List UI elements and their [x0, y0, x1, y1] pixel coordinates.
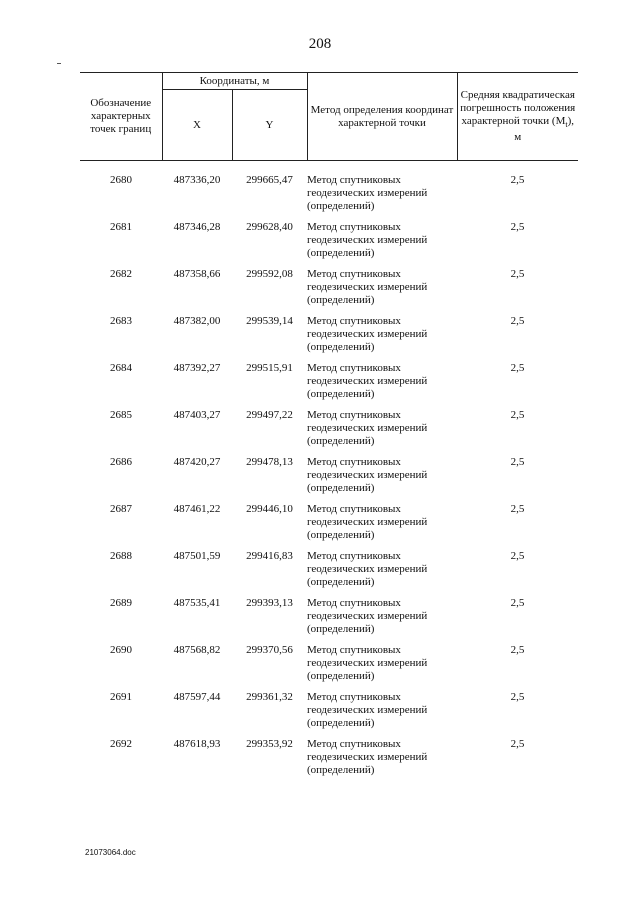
y-coordinate-cell: 299592,08 [246, 268, 293, 280]
accuracy-cell: 2,5 [510, 597, 525, 609]
point-id-cell: 2681 [110, 221, 132, 233]
y-coordinate-cell: 299370,56 [246, 644, 293, 656]
accuracy-cell: 2,5 [510, 691, 525, 703]
table-row [80, 456, 578, 503]
point-id-cell: 2686 [110, 456, 132, 468]
accuracy-cell: 2,5 [510, 550, 525, 562]
x-coordinate-cell: 487358,66 [173, 268, 221, 280]
table-spacer [80, 161, 578, 175]
table-row [80, 409, 578, 456]
method-cell: Метод спутниковых геодезических измерений (определений) [307, 362, 428, 400]
margin-mark [57, 63, 61, 64]
header-accuracy-unit: ), м [514, 114, 575, 144]
method-cell: Метод спутниковых геодезических измерений (определений) [307, 409, 428, 447]
method-cell: Метод спутниковых геодезических измерений (определений) [307, 456, 428, 494]
table-body [80, 161, 578, 786]
point-id-cell: 2692 [110, 738, 132, 750]
header-method: Метод определения координат характерной точки [307, 73, 457, 161]
table-header [80, 73, 578, 161]
table-row [80, 315, 578, 362]
y-coordinate-cell: 299628,40 [246, 221, 293, 233]
header-y: Y [232, 90, 307, 161]
header-accuracy-subscript: t [565, 120, 568, 130]
point-id-cell: 2685 [110, 409, 132, 421]
x-coordinate-cell: 487392,27 [173, 362, 221, 374]
table-row [80, 597, 578, 644]
page-number: 208 [308, 36, 332, 52]
x-coordinate-cell: 487535,41 [173, 597, 221, 609]
accuracy-cell: 2,5 [510, 503, 525, 515]
header-x: X [162, 90, 232, 161]
y-coordinate-cell: 299446,10 [246, 503, 293, 515]
x-coordinate-cell: 487618,93 [173, 738, 221, 750]
x-coordinate-cell: 487403,27 [173, 409, 221, 421]
x-coordinate-cell: 487336,20 [173, 174, 221, 186]
x-coordinate-cell: 487382,00 [173, 315, 221, 327]
table-row [80, 362, 578, 409]
point-id-cell: 2689 [110, 597, 132, 609]
table-row [80, 738, 578, 785]
point-id-cell: 2687 [110, 503, 132, 515]
coordinates-table [80, 72, 578, 785]
accuracy-cell: 2,5 [510, 456, 525, 468]
header-designation: Обозначение характерных точек границ [80, 73, 162, 161]
accuracy-cell: 2,5 [510, 221, 525, 233]
y-coordinate-cell: 299515,91 [246, 362, 293, 374]
x-coordinate-cell: 487597,44 [173, 691, 221, 703]
method-cell: Метод спутниковых геодезических измерений (определений) [307, 597, 428, 635]
method-cell: Метод спутниковых геодезических измерений (определений) [307, 315, 428, 353]
y-coordinate-cell: 299361,32 [246, 691, 293, 703]
table-row [80, 644, 578, 691]
point-id-cell: 2683 [110, 315, 132, 327]
method-cell: Метод спутниковых геодезических измерений (определений) [307, 691, 428, 729]
header-coordinates: Координаты, м [162, 73, 307, 90]
point-id-cell: 2680 [110, 174, 132, 186]
y-coordinate-cell: 299353,92 [246, 738, 293, 750]
header-accuracy [457, 73, 578, 161]
accuracy-cell: 2,5 [510, 268, 525, 280]
y-coordinate-cell: 299416,83 [246, 550, 293, 562]
document-filename: 21073064.doc [85, 848, 136, 857]
method-cell: Метод спутниковых геодезических измерений (определений) [307, 221, 428, 259]
accuracy-cell: 2,5 [510, 362, 525, 374]
accuracy-cell: 2,5 [510, 644, 525, 656]
table-row [80, 268, 578, 315]
y-coordinate-cell: 299539,14 [246, 315, 293, 327]
point-id-cell: 2690 [110, 644, 132, 656]
table-row [80, 174, 578, 221]
x-coordinate-cell: 487568,82 [173, 644, 221, 656]
header-accuracy-text: Средняя квадратическая погрешность положения характерной точки (M [460, 88, 576, 127]
y-coordinate-cell: 299393,13 [246, 597, 293, 609]
method-cell: Метод спутниковых геодезических измерений (определений) [307, 174, 428, 212]
point-id-cell: 2682 [110, 268, 132, 280]
accuracy-cell: 2,5 [510, 738, 525, 750]
method-cell: Метод спутниковых геодезических измерений (определений) [307, 503, 428, 541]
method-cell: Метод спутниковых геодезических измерений (определений) [307, 268, 428, 306]
y-coordinate-cell: 299497,22 [246, 409, 293, 421]
method-cell: Метод спутниковых геодезических измерений (определений) [307, 550, 428, 588]
accuracy-cell: 2,5 [510, 315, 525, 327]
y-coordinate-cell: 299478,13 [246, 456, 293, 468]
x-coordinate-cell: 487346,28 [173, 221, 221, 233]
point-id-cell: 2691 [110, 691, 132, 703]
table-row [80, 503, 578, 550]
x-coordinate-cell: 487461,22 [173, 503, 221, 515]
accuracy-cell: 2,5 [510, 409, 525, 421]
point-id-cell: 2684 [110, 362, 132, 374]
table-row [80, 550, 578, 597]
method-cell: Метод спутниковых геодезических измерений (определений) [307, 738, 428, 776]
y-coordinate-cell: 299665,47 [246, 174, 293, 186]
method-cell: Метод спутниковых геодезических измерений (определений) [307, 644, 428, 682]
x-coordinate-cell: 487420,27 [173, 456, 221, 468]
x-coordinate-cell: 487501,59 [173, 550, 221, 562]
table-row [80, 221, 578, 268]
table-row [80, 691, 578, 738]
accuracy-cell: 2,5 [510, 174, 525, 186]
point-id-cell: 2688 [110, 550, 132, 562]
